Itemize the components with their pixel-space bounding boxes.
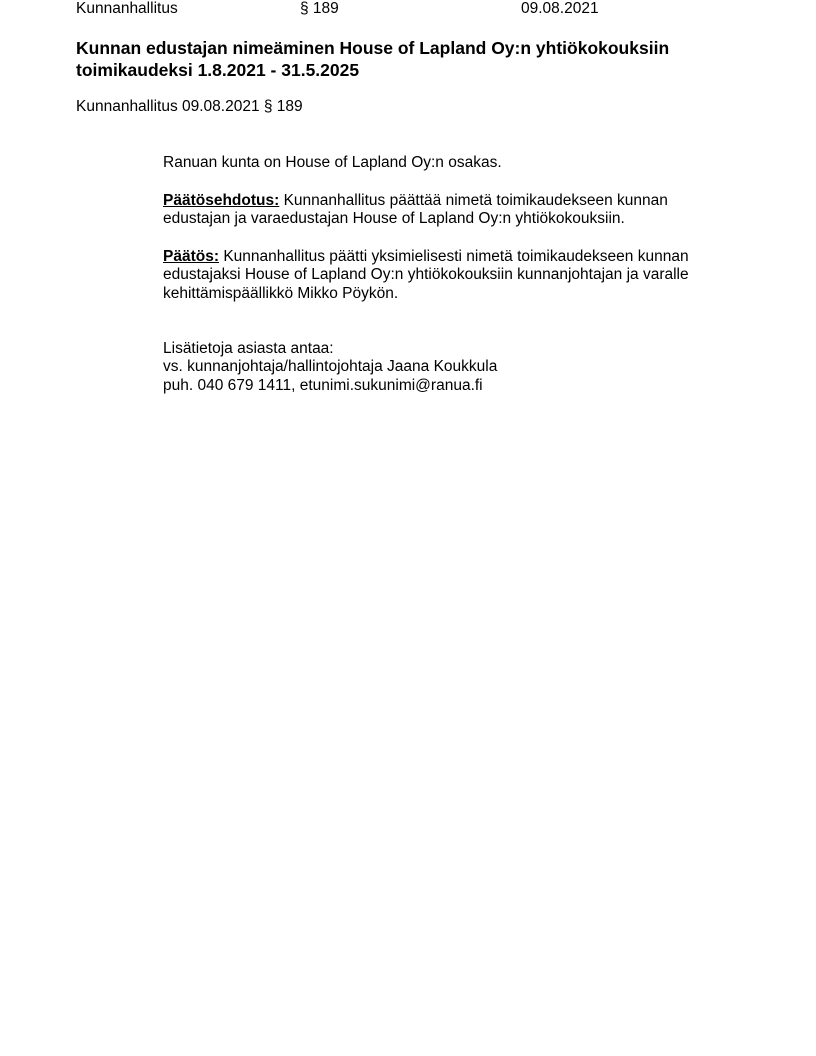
proposal-text: Kunnanhallitus päättää nimetä toimikaudekseen kunnan edustajan ja varaedustajan House of Lapland Oy:n yhtiökokouksiin. xyxy=(163,192,668,228)
header-organ: Kunnanhallitus xyxy=(76,0,178,17)
intro-paragraph: Ranuan kunta on House of Lapland Oy:n osakas. xyxy=(163,154,502,171)
page-header xyxy=(0,0,816,20)
contact-person: vs. kunnanjohtaja/hallintojohtaja Jaana Koukkula xyxy=(163,358,498,376)
contact-heading: Lisätietoja asiasta antaa: xyxy=(163,340,334,357)
contact-block xyxy=(163,340,723,395)
document-title: Kunnan edustajan nimeäminen House of Lapland Oy:n yhtiökokouksiin toimikaudeksi 1.8.2021 - 31.5.2025 xyxy=(76,38,670,80)
decision-label: Päätös: xyxy=(163,248,219,265)
header-section-number: § 189 xyxy=(300,0,339,17)
proposal-label: Päätösehdotus: xyxy=(163,192,280,209)
decision-paragraph xyxy=(163,248,723,303)
meeting-reference: Kunnanhallitus 09.08.2021 § 189 xyxy=(76,98,303,115)
header-date: 09.08.2021 xyxy=(521,0,599,17)
decision-text: Kunnanhallitus päätti yksimielisesti nimetä toimikaudekseen kunnan edustajaksi House of Lapland Oy:n yhtiökokouksiin kunnanjohtajan ja varalle kehittämispäällikkö Mikko Pöykön. xyxy=(163,248,689,302)
contact-details: puh. 040 679 1411, etunimi.sukunimi@ranua.fi xyxy=(163,376,483,394)
proposal-paragraph xyxy=(163,192,723,229)
